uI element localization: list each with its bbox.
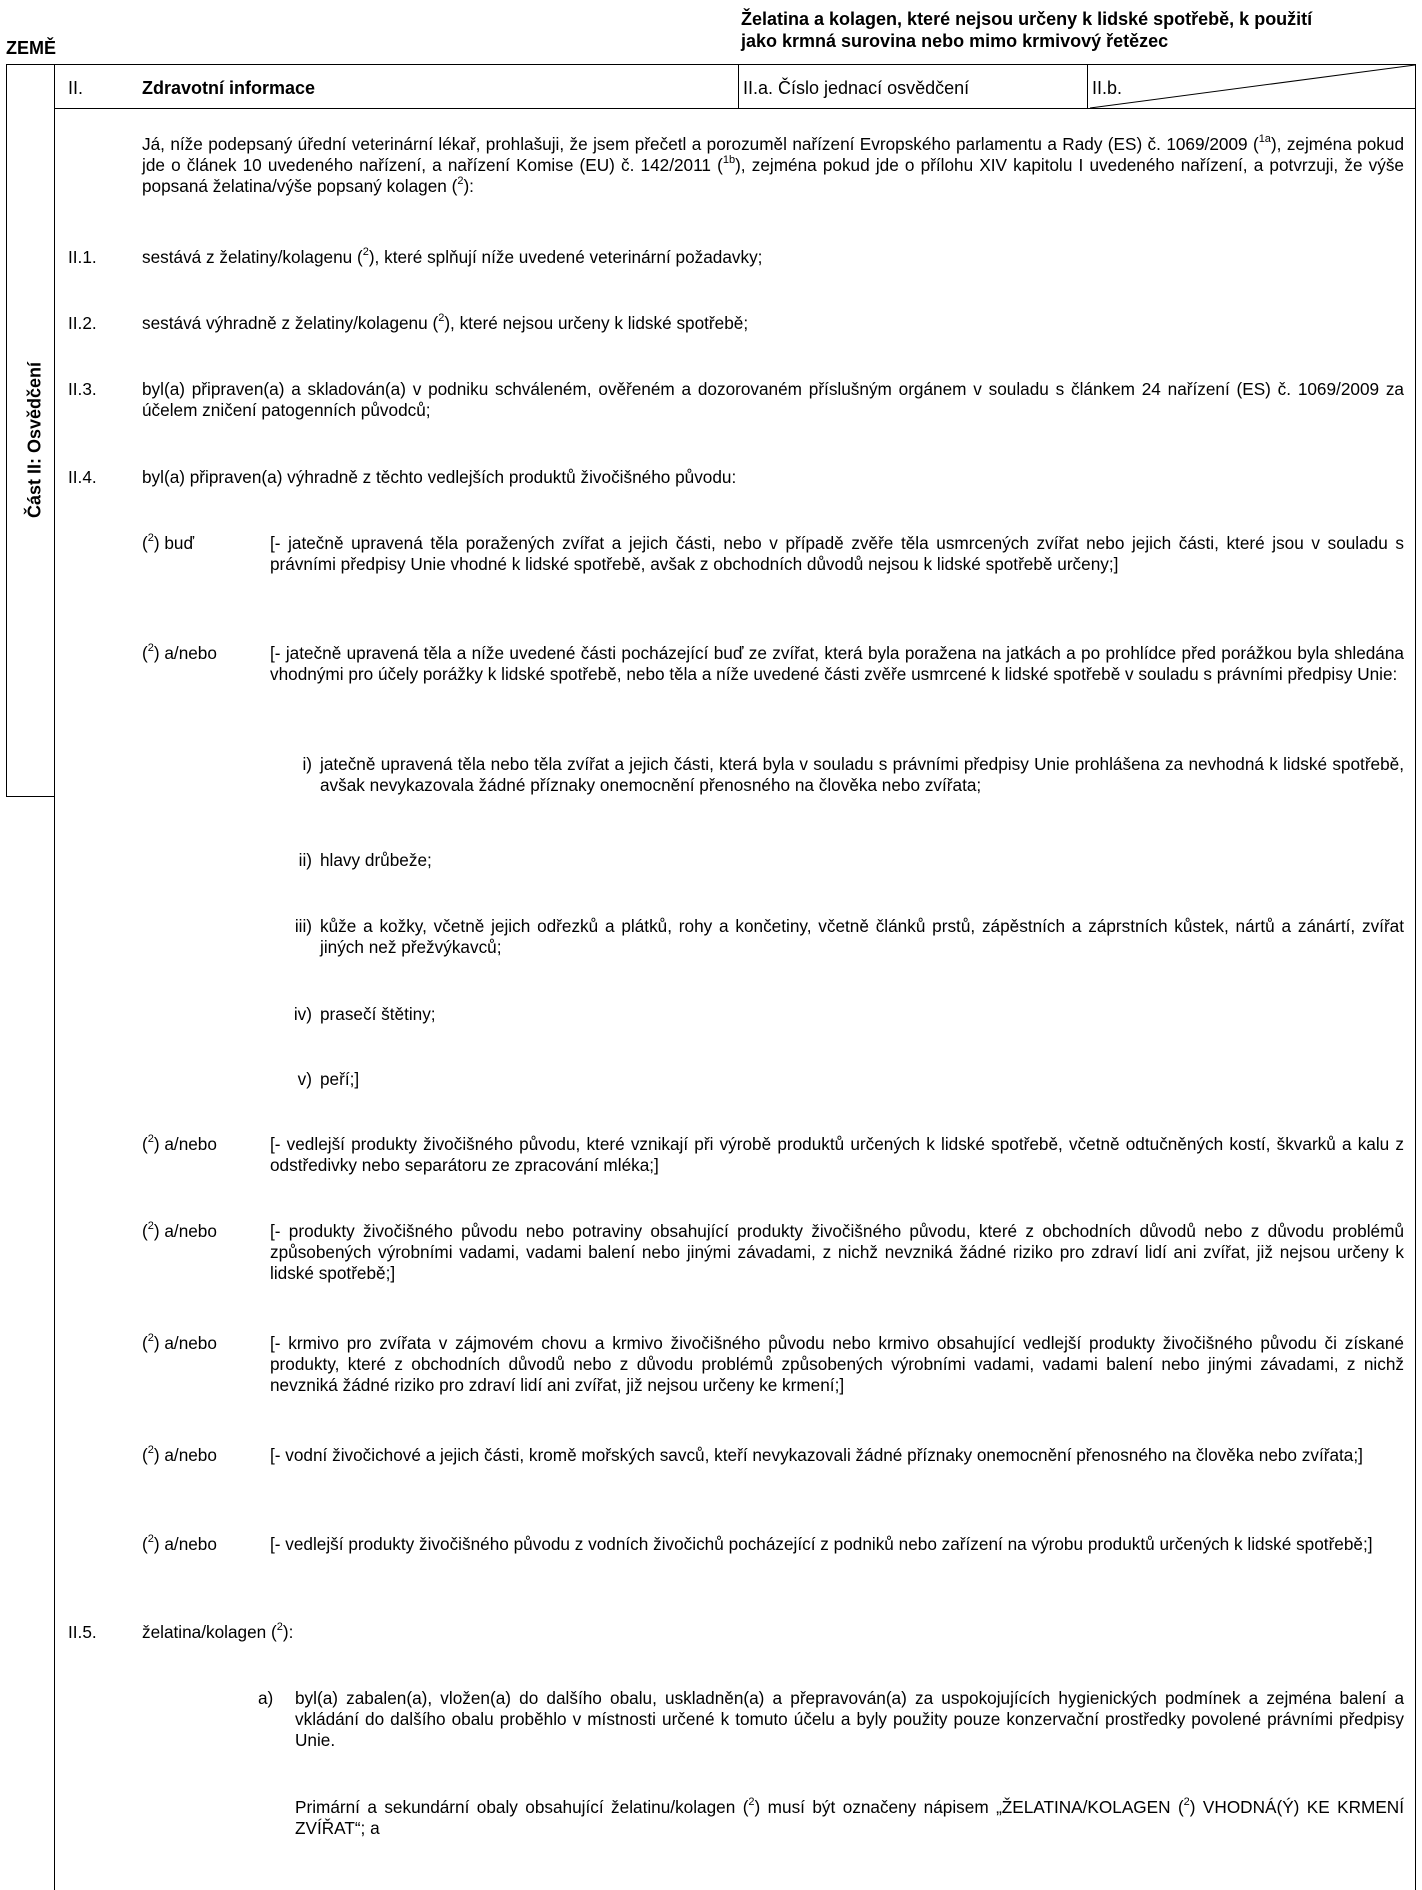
item-number-ii1: II.1. <box>68 247 97 267</box>
option-text: [- krmivo pro zvířata v zájmovém chovu a krmivo živočišného původu nebo krmivo obsahující vedlejší produkty živočišného původu či získané produkty, které z obchodních důvodů nebo z důvodu problémů způsobených výrobními vadami, vadami balení nebo jinými závadami, z nichž nevzniká žádné riziko pro zdraví lidí ani zvířat, již nejsou určeny ke krmení;] <box>270 1333 1404 1395</box>
subitem-text: hlavy drůbeže; <box>320 850 432 870</box>
option-text: [- jatečně upravená těla poražených zvířat a jejich části, nebo v případě zvěře těla usmrcených zvířat nebo jejich části, které jsou v souladu s právními předpisy Unie vhodné k lidské spotřebě, avšak z obchodních důvodů nejsou k lidské spotřebě určeny;] <box>270 533 1404 574</box>
subitem-text: peří;] <box>320 1069 360 1089</box>
subitem-text: jatečně upravená těla nebo těla zvířat a jejich části, která byla v souladu s právními předpisy Unie prohlášena za nevhodná k lidské spotřebě, avšak nevykazovala žádné příznaky onemocnění přenosného na člověka nebo zvířata; <box>320 754 1404 795</box>
subitem-text: kůže a kožky, včetně jejich odřezků a plátků, rohy a končetiny, včetně článků prstů, zápěstních a záprstních kůstek, nártů a zánártí, zvířat jiných než přežvýkavců; <box>320 916 1404 957</box>
labelling-requirement: Primární a sekundární obaly obsahující želatinu/kolagen ($^2$) musí být označeny nápisem „ŽELATINA/KOLAGEN ($^2$) VHODNÁ(Ý) KE KRMENÍ ZVÍŘAT“; a <box>295 1796 1404 1838</box>
reference-number-label: II.a. Číslo jednací osvědčení <box>743 78 970 98</box>
item-text-ii3: byl(a) připraven(a) a skladován(a) v podniku schváleném, ověřeném a dozorovaném příslušným orgánem v souladu s článkem 24 nařízení (ES) č. 1069/2009 za účelem zničení patogenních původců; <box>142 379 1404 420</box>
option-marker: ($^2$) buď <box>142 532 195 553</box>
item-number-ii5: II.5. <box>68 1622 97 1642</box>
side-label-bottom-border <box>6 796 55 797</box>
section-title: Zdravotní informace <box>142 78 316 98</box>
item-text-ii1: sestává z želatiny/kolagenu ($^2$), které splňují níže uvedené veterinární požadavky; <box>142 246 763 267</box>
option-marker: ($^2$) a/nebo <box>142 1332 217 1353</box>
option-marker: ($^2$) a/nebo <box>142 1220 217 1241</box>
country-label: ZEMĚ <box>6 38 57 58</box>
option-text: [- vedlejší produkty živočišného původu z vodních živočichů pocházející z podniků nebo zařízení na výrobu produktů určených k lidské spotřebě;] <box>270 1534 1373 1554</box>
cell-divider-b <box>1087 64 1088 109</box>
left-border <box>6 64 7 797</box>
item-text-ii4: byl(a) připraven(a) výhradně z těchto vedlejších produktů živočišného původu: <box>142 467 737 487</box>
option-text: [- vedlejší produkty živočišného původu, které vznikají při výrobě produktů určených k lidské spotřebě, včetně odtučněných kostí, škvarků a kalu z odstředivky nebo separátoru ze zpracování mléka;] <box>270 1134 1404 1175</box>
option-marker: ($^2$) a/nebo <box>142 642 217 663</box>
certificate-title-line1: Želatina a kolagen, které nejsou určeny k lidské spotřebě, k použití <box>741 9 1313 29</box>
option-marker: ($^2$) a/nebo <box>142 1444 217 1465</box>
subitem-text-a: byl(a) zabalen(a), vložen(a) do dalšího obalu, uskladněn(a) a přepravován(a) za uspokojujících hygienických podmínek a zejména balení a vkládání do dalšího obalu proběhlo v místnosti určené k tomuto účelu a byly použity pouze konzervační prostředky povolené právními předpisy Unie. <box>295 1688 1404 1750</box>
reference-b-label: II.b. <box>1092 78 1123 98</box>
option-text: [- vodní živočichové a jejich části, kromě mořských savců, kteří nevykazovali žádné příznaky onemocnění přenosného na člověka nebo zvířata;] <box>270 1445 1363 1465</box>
option-marker: ($^2$) a/nebo <box>142 1533 217 1554</box>
item-number-ii2: II.2. <box>68 313 97 333</box>
subitem-number: iv) <box>293 1004 312 1024</box>
side-label-part-ii: Část II: Osvědčení <box>24 361 45 519</box>
inner-left-border <box>54 64 55 1890</box>
item-text-ii5: želatina/kolagen ($^2$): <box>142 1621 294 1642</box>
right-border <box>1415 64 1416 1890</box>
certificate-title <box>741 8 1312 52</box>
intro-declaration: Já, níže podepsaný úřední veterinární lékař, prohlašuji, že jsem přečetl a porozuměl nařízení Evropského parlamentu a Rady (ES) č. 1069/2009 ($^{1a}$), zejména pokud jde o článek 10 uvedeného nařízení, a nařízení Komise (EU) č. 142/2011 ($^{1b}$), zejména pokud jde o přílohu XIV kapitolu I uvedeného nařízení, a potvrzuji, že výše popsaná želatina/výše popsaný kolagen ($^2$): <box>142 133 1405 196</box>
reference-cell-diagonal <box>1090 64 1416 109</box>
option-marker: ($^2$) a/nebo <box>142 1133 217 1154</box>
subitem-letter-a: a) <box>258 1688 274 1708</box>
subitem-number: v) <box>297 1069 312 1089</box>
option-text: [- produkty živočišného původu nebo potraviny obsahující produkty živočišného původu, které z obchodních důvodů nebo z důvodu problémů způsobených výrobními vadami, vadami balení nebo jinými závadami, z nichž nevzniká žádné riziko pro zdraví lidí ani zvířat, již nejsou určeny k lidské spotřebě;] <box>270 1221 1404 1283</box>
option-text: [- jatečně upravená těla a níže uvedené části pocházející buď ze zvířat, která byla poražena na jatkách a po prohlídce před porážkou byla shledána vhodnými pro účely porážky k lidské spotřebě, nebo těla a níže uvedené části zvěře usmrcené k lidské spotřebě v souladu s právními předpisy Unie: <box>270 643 1404 684</box>
section-number: II. <box>68 78 84 98</box>
subitem-text: prasečí štětiny; <box>320 1004 436 1024</box>
item-number-ii4: II.4. <box>68 467 97 487</box>
certificate-title-line2: jako krmná surovina nebo mimo krmivový řetězec <box>741 31 1169 51</box>
item-number-ii3: II.3. <box>68 379 97 399</box>
cell-divider-a <box>738 64 739 109</box>
item-text-ii2: sestává výhradně z želatiny/kolagenu ($^2$), které nejsou určeny k lidské spotřebě; <box>142 312 749 333</box>
subitem-number: ii) <box>298 850 312 870</box>
subitem-number: i) <box>302 754 312 774</box>
subitem-number: iii) <box>294 916 312 936</box>
